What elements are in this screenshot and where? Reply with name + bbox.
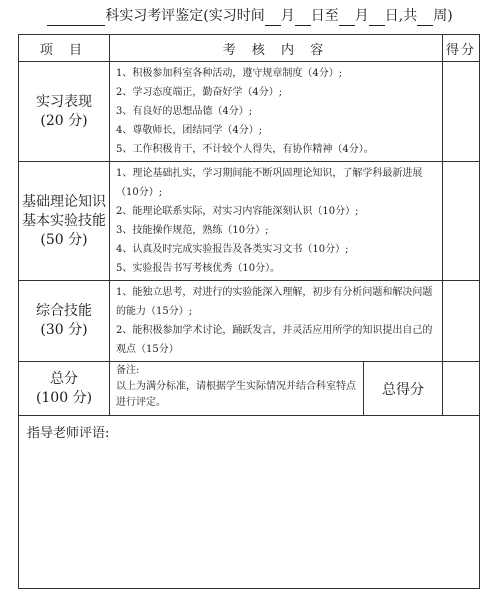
- criteria-item: 5、工作积极肯干，不计较个人得失，有协作精神（4分）。: [116, 144, 374, 155]
- criteria-item: 4、尊敬师长，团结同学（4分）;: [116, 125, 263, 136]
- comment-label: 指导老师评语:: [27, 426, 110, 441]
- comment-row: [19, 416, 480, 589]
- criteria-item: 4、认真及时完成实验报告及各类实习文书（10分）;: [116, 244, 349, 255]
- section-row: [19, 162, 480, 281]
- criteria-item: 1、理论基础扎实，学习期间能不断巩固理论知识，了解学科最新进展（10分）;: [116, 168, 423, 198]
- start-day-blank[interactable]: [295, 10, 311, 26]
- month-label-2: 月: [354, 8, 369, 24]
- section-category: [19, 162, 110, 281]
- section-row: [19, 62, 480, 162]
- note-text: 以上为满分标准，请根据学生实际情况并结合科室特点进行评定。: [116, 381, 356, 408]
- title-text: 科实习考评鉴定(实习时间: [105, 8, 265, 24]
- criteria-item: 1、积极参加科室各种活动，遵守规章制度（4分）;: [116, 68, 343, 79]
- month-label-1: 月: [280, 8, 295, 24]
- criteria-item: 2、学习态度端正，勤奋好学（4分）;: [116, 87, 283, 98]
- end-day-blank[interactable]: [369, 10, 385, 26]
- section-items: [110, 162, 443, 281]
- total-score-cell[interactable]: [443, 362, 480, 416]
- weeks-blank[interactable]: [417, 10, 433, 26]
- category-name: 综合技能: [36, 303, 92, 319]
- evaluation-table: [18, 34, 480, 589]
- category-points: (50 分): [40, 231, 88, 248]
- section-category: [19, 62, 110, 162]
- header-item: 项 目: [19, 35, 110, 62]
- category-name: 基础理论知识: [22, 193, 106, 210]
- score-cell[interactable]: [443, 162, 480, 281]
- end-month-blank[interactable]: [339, 10, 355, 26]
- header-content: 考 核 内 容: [110, 35, 443, 62]
- table-header-row: [19, 35, 480, 62]
- start-month-blank[interactable]: [265, 10, 281, 26]
- total-row: [19, 362, 480, 416]
- total-score-label: 总得分: [364, 362, 443, 416]
- criteria-item: 2、能积极参加学术讨论，踊跃发言，并灵活应用所学的知识提出自己的观点（15分）: [116, 325, 433, 355]
- criteria-item: 1、能独立思考，对进行的实验能深入理解，初步有分析问题和解决问题的能力（15分）;: [116, 287, 433, 317]
- section-category: [19, 281, 110, 362]
- section-items: [110, 281, 443, 362]
- category-name: 实习表现: [36, 93, 92, 110]
- department-blank[interactable]: [47, 10, 105, 26]
- weeks-label: 周): [433, 8, 453, 24]
- criteria-item: 2、能理论联系实际，对实习内容能深刻认识（10分）;: [116, 206, 359, 217]
- score-cell[interactable]: [443, 281, 480, 362]
- score-cell[interactable]: [443, 62, 480, 162]
- section-row: [19, 281, 480, 362]
- criteria-item: 3、有良好的思想品德（4分）;: [116, 106, 253, 117]
- criteria-item: 3、技能操作规范，熟练（10分）;: [116, 225, 269, 236]
- header-score: 得分: [443, 35, 480, 62]
- criteria-item: 5、实验报告书写考核优秀（10分）。: [116, 263, 281, 274]
- note-title: 备注:: [116, 365, 140, 376]
- total-category: [19, 362, 110, 416]
- section-items: [110, 62, 443, 162]
- note-cell: [110, 362, 364, 416]
- total-points: (100 分): [35, 389, 93, 406]
- instructor-comment-area[interactable]: [19, 416, 480, 589]
- day-label-2: 日,共: [384, 8, 418, 24]
- category-points: (30 分): [40, 322, 88, 338]
- form-title: [0, 6, 500, 26]
- day-label-1: 日至: [310, 8, 339, 24]
- category-points: (20 分): [40, 112, 88, 129]
- total-label: 总分: [50, 370, 78, 387]
- category-name: 基本实验技能: [22, 212, 106, 229]
